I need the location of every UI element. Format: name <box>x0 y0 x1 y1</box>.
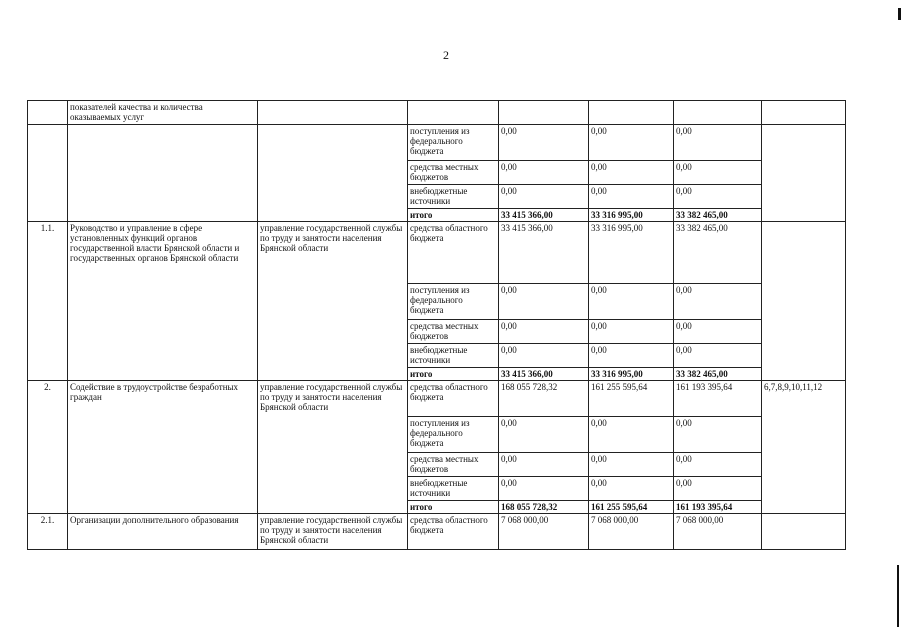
value-2021-cell: 0,00 <box>674 477 762 501</box>
measure-name-cell: Содействие в трудоустройстве безработных граждан <box>68 381 258 514</box>
value-2019-cell: 0,00 <box>499 185 589 209</box>
value-2021-cell: 0,00 <box>674 161 762 185</box>
value-2021-cell: 33 382 465,00 <box>674 209 762 222</box>
budget-table-body <box>28 101 846 550</box>
measure-name-cell: Руководство и управление в сфере установленных функций органов государственной власти Брянской области и государственных органов Брянской области <box>68 222 258 381</box>
indicator-cell <box>762 125 846 222</box>
executor-cell <box>258 101 408 125</box>
source-cell <box>408 101 499 125</box>
value-2021-cell: 33 382 465,00 <box>674 222 762 284</box>
row-number-cell: 2. <box>28 381 68 514</box>
executor-cell: управление государственной службы по труду и занятости населения Брянской области <box>258 381 408 514</box>
source-cell: итого <box>408 209 499 222</box>
table-row <box>28 222 846 284</box>
value-2020-cell: 0,00 <box>589 161 674 185</box>
value-2019-cell: 0,00 <box>499 477 589 501</box>
budget-table <box>27 100 846 550</box>
page-number: 2 <box>443 48 449 62</box>
value-2019-cell <box>499 101 589 125</box>
value-2019-cell: 0,00 <box>499 284 589 320</box>
source-cell: средства местных бюджетов <box>408 161 499 185</box>
value-2021-cell: 161 193 395,64 <box>674 501 762 514</box>
scan-edge-mark-side <box>897 565 899 627</box>
value-2019-cell: 168 055 728,32 <box>499 381 589 417</box>
value-2020-cell: 161 255 595,64 <box>589 501 674 514</box>
source-cell: средства областного бюджета <box>408 381 499 417</box>
value-2021-cell: 161 193 395,64 <box>674 381 762 417</box>
value-2021-cell: 0,00 <box>674 417 762 453</box>
value-2021-cell: 0,00 <box>674 125 762 161</box>
value-2020-cell: 33 316 995,00 <box>589 209 674 222</box>
value-2021-cell: 7 068 000,00 <box>674 514 762 550</box>
value-2021-cell: 0,00 <box>674 320 762 344</box>
source-cell: итого <box>408 368 499 381</box>
indicator-cell <box>762 514 846 550</box>
value-2019-cell: 0,00 <box>499 125 589 161</box>
source-cell: поступления из федерального бюджета <box>408 417 499 453</box>
value-2019-cell: 7 068 000,00 <box>499 514 589 550</box>
table-row <box>28 514 846 550</box>
measure-name-cell: Организации дополнительного образования <box>68 514 258 550</box>
value-2021-cell <box>674 101 762 125</box>
source-cell: средства областного бюджета <box>408 222 499 284</box>
indicator-cell <box>762 101 846 125</box>
value-2020-cell: 0,00 <box>589 344 674 368</box>
value-2019-cell: 168 055 728,32 <box>499 501 589 514</box>
executor-cell: управление государственной службы по труду и занятости населения Брянской области <box>258 222 408 381</box>
row-number-cell <box>28 101 68 125</box>
value-2019-cell: 33 415 366,00 <box>499 368 589 381</box>
executor-cell: управление государственной службы по труду и занятости населения Брянской области <box>258 514 408 550</box>
value-2020-cell: 33 316 995,00 <box>589 368 674 381</box>
value-2020-cell: 0,00 <box>589 320 674 344</box>
table-row <box>28 381 846 417</box>
executor-cell <box>258 125 408 222</box>
source-cell: внебюджетные источники <box>408 477 499 501</box>
value-2021-cell: 0,00 <box>674 284 762 320</box>
value-2020-cell: 7 068 000,00 <box>589 514 674 550</box>
source-cell: поступления из федерального бюджета <box>408 284 499 320</box>
value-2019-cell: 0,00 <box>499 417 589 453</box>
value-2020-cell <box>589 101 674 125</box>
indicator-cell: 6,7,8,9,10,11,12 <box>762 381 846 514</box>
continuation-row <box>28 101 846 125</box>
value-2019-cell: 33 415 366,00 <box>499 222 589 284</box>
value-2020-cell: 0,00 <box>589 477 674 501</box>
value-2020-cell: 0,00 <box>589 417 674 453</box>
row-number-cell <box>28 125 68 222</box>
source-cell: средства местных бюджетов <box>408 453 499 477</box>
value-2019-cell: 0,00 <box>499 453 589 477</box>
source-cell: средства местных бюджетов <box>408 320 499 344</box>
source-cell: внебюджетные источники <box>408 185 499 209</box>
scan-edge-mark-top <box>898 8 901 20</box>
value-2019-cell: 0,00 <box>499 161 589 185</box>
value-2020-cell: 0,00 <box>589 453 674 477</box>
source-cell: поступления из федерального бюджета <box>408 125 499 161</box>
value-2020-cell: 161 255 595,64 <box>589 381 674 417</box>
table-row <box>28 125 846 161</box>
row-number-cell: 2.1. <box>28 514 68 550</box>
source-cell: средства областного бюджета <box>408 514 499 550</box>
source-cell: итого <box>408 501 499 514</box>
measure-name-cell: показателей качества и количества оказываемых услуг <box>68 101 258 125</box>
value-2021-cell: 0,00 <box>674 344 762 368</box>
row-number-cell: 1.1. <box>28 222 68 381</box>
value-2021-cell: 0,00 <box>674 453 762 477</box>
value-2021-cell: 0,00 <box>674 185 762 209</box>
value-2019-cell: 0,00 <box>499 320 589 344</box>
measure-name-cell <box>68 125 258 222</box>
source-cell: внебюджетные источники <box>408 344 499 368</box>
value-2020-cell: 0,00 <box>589 125 674 161</box>
value-2020-cell: 0,00 <box>589 185 674 209</box>
value-2021-cell: 33 382 465,00 <box>674 368 762 381</box>
value-2020-cell: 33 316 995,00 <box>589 222 674 284</box>
value-2019-cell: 33 415 366,00 <box>499 209 589 222</box>
value-2020-cell: 0,00 <box>589 284 674 320</box>
value-2019-cell: 0,00 <box>499 344 589 368</box>
indicator-cell <box>762 222 846 381</box>
